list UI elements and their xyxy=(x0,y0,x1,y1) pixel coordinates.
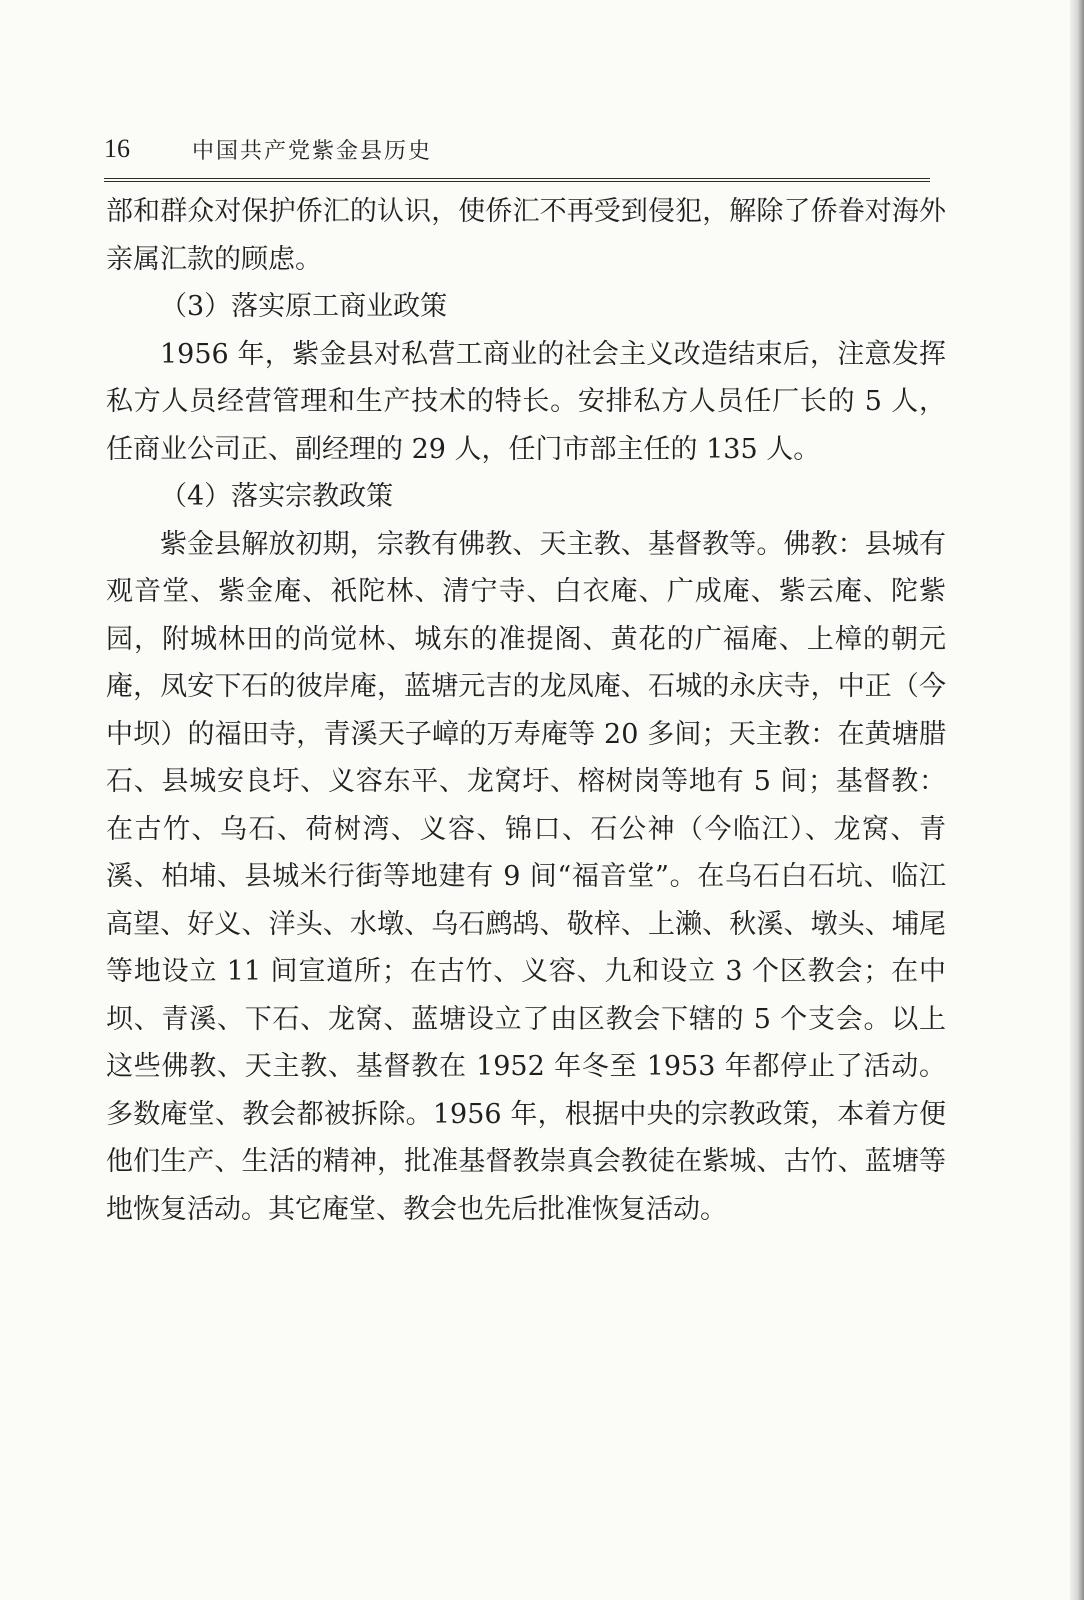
paragraph-continued: 部和群众对保护侨汇的认识，使侨汇不再受到侵犯，解除了侨眷对海外亲属汇款的顾虑。 xyxy=(106,196,946,275)
page-header xyxy=(104,132,930,182)
page-number: 16 xyxy=(104,134,130,163)
paragraph-commerce-policy: 1956 年，紫金县对私营工商业的社会主义改造结束后，注意发挥私方人员经营管理和生产技术的特长。安排私方人员任厂长的 5 人，任商业公司正、副经理的 29 人，任门市部主任的 135 人。 xyxy=(106,338,946,465)
body-text xyxy=(106,188,946,1233)
section-heading-commerce-policy: （3）落实原工商业政策 xyxy=(160,291,448,322)
running-title: 中国共产党紫金县历史 xyxy=(192,139,433,164)
section-heading-religion-policy: （4）落实宗教政策 xyxy=(160,481,394,512)
paragraph-religion-policy: 紫金县解放初期，宗教有佛教、天主教、基督教等。佛教：县城有观音堂、紫金庵、祇陀林、清宁寺、白衣庵、广成庵、紫云庵、陀紫园，附城林田的尚觉林、城东的准提阁、黄花的广福庵、上樟的朝元庵，凤安下石的彼岸庵，蓝塘元吉的龙凤庵、石城的永庆寺，中正（今中坝）的福田寺，青溪天子嶂的万寿庵等 20 多间；天主教：在黄塘腊石、县城安良圩、义容东平、龙窝圩、榕树岗等地有 5 间；基督教：在古竹、乌石、荷树湾、义容、锦口、石公神（今临江）、龙窝、青溪、柏埔、县城米行街等地建有 9 间“福音堂”。在乌石白石坑、临江高望、好义、洋头、水墩、乌石鹧鸪、敬梓、上濑、秋溪、墩头、埔尾等地设立 11 间宣道所；在古竹、义容、九和设立 3 个区教会；在中坝、青溪、下石、龙窝、蓝塘设立了由区教会下辖的 5 个支会。以上这些佛教、天主教、基督教在 1952 年冬至 1953 年都停止了活动。多数庵堂、教会都被拆除。1956 年，根据中央的宗教政策，本着方便他们生产、生活的精神，批准基督教崇真会教徒在紫城、古竹、蓝塘等地恢复活动。其它庵堂、教会也先后批准恢复活动。 xyxy=(106,528,946,1225)
scan-edge-shadow xyxy=(1070,0,1084,1600)
